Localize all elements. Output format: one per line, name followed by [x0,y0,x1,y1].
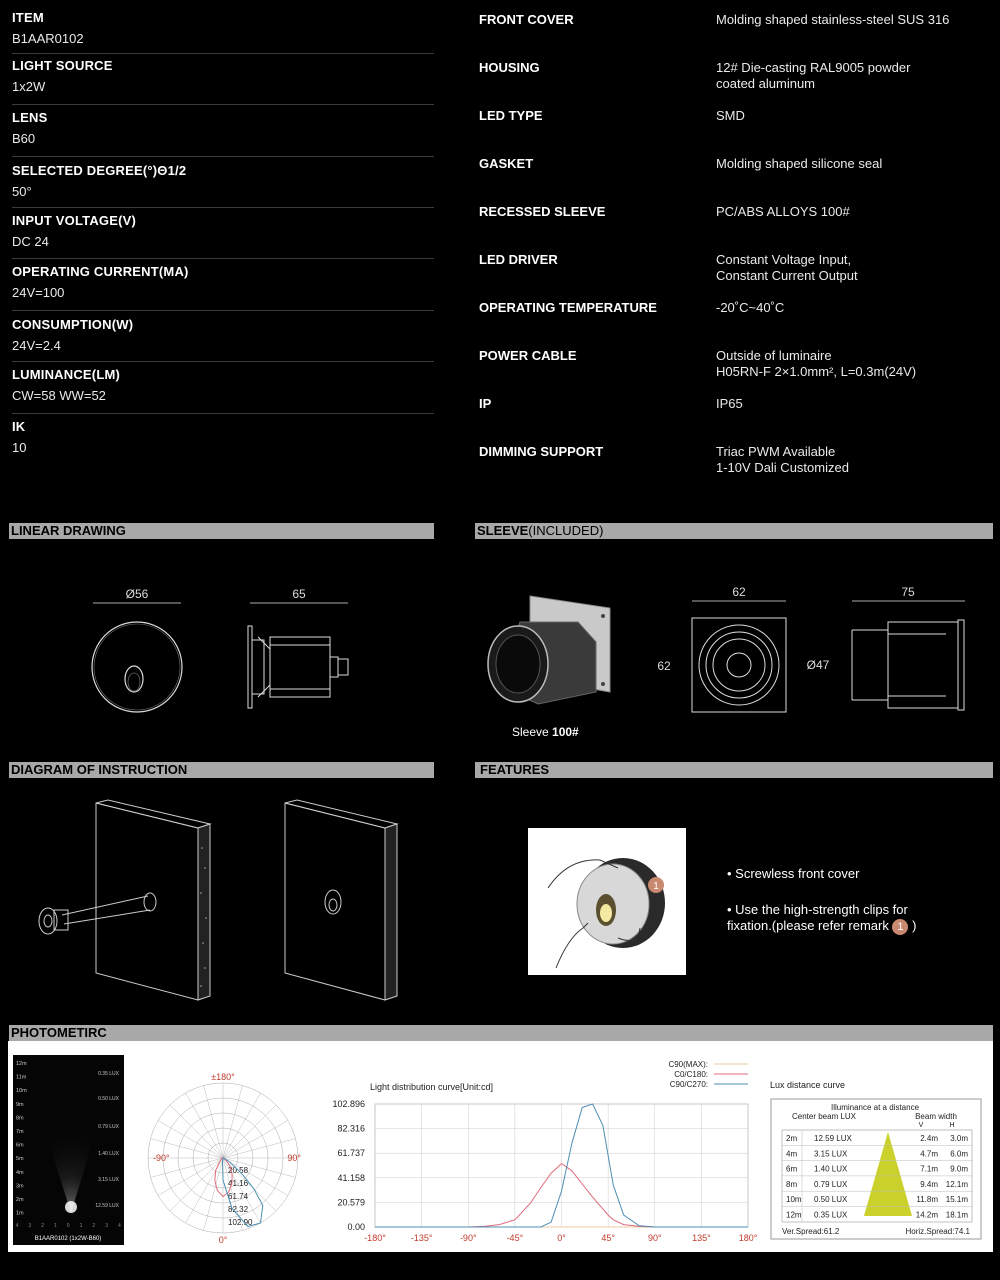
spec-value: -20˚C~40˚C [716,300,785,315]
spec-value: Molding shaped stainless-steel SUS 316 [716,12,950,27]
lux-beam-v: 14.2m [915,1210,938,1220]
section-linear-drawing: LINEAR DRAWING [9,523,434,539]
chart-x-tick: -45° [506,1233,524,1243]
svg-text:1: 1 [653,881,659,892]
spec-value: 24V=100 [12,285,65,300]
spec-row-right [479,108,979,156]
polar-right-label: 90° [287,1153,301,1163]
lux-header-beam: Beam width [915,1112,957,1121]
legend-label: C0/C180: [674,1070,708,1079]
spec-row-left [12,264,434,311]
sleeve-front-view [692,618,786,712]
spec-label: OPERATING CURRENT(MA) [12,264,189,279]
beam-lux-label: 0.50 LUX [98,1096,119,1102]
polar-spoke [170,1105,223,1158]
lux-header-center: Center beam LUX [791,1112,857,1121]
beam-axis-tick: 4 [118,1223,121,1229]
beam-lux-label: 12.59 LUX [95,1203,119,1209]
chart-y-tick: 20.579 [337,1197,365,1208]
spec-row-left [12,367,434,414]
chart-x-tick: 180° [738,1233,758,1243]
beam-lux-label: 3.15 LUX [98,1177,119,1183]
lux-header-v: V [918,1122,924,1129]
polar-spoke [223,1158,288,1196]
lux-table-title: Lux distance curve [770,1080,846,1090]
chart-y-tick: 61.737 [337,1148,365,1159]
features-photo [528,828,686,975]
beam-axis-tick: 0 [66,1223,70,1229]
chart-x-tick: -135° [410,1233,433,1243]
beam-lux-label: 0.35 LUX [98,1071,119,1077]
sleeve-width-label: 62 [732,585,746,599]
lux-value: 0.50 LUX [814,1195,848,1205]
spec-value: CW=58 WW=52 [12,388,106,403]
lux-distance: 12m [786,1210,802,1220]
spec-row-left [12,163,434,208]
remark-badge: 1 [892,919,908,935]
feature-item-2-line1: • Use the high-strength clips for [727,902,908,917]
lux-beam-h: 3.0m [950,1134,968,1143]
chart-y-tick: 0.00 [347,1222,365,1232]
beam-axis-tick: 3 [105,1223,108,1229]
spec-label: LED DRIVER [479,252,558,267]
spec-row-right [479,252,979,300]
wall-panel-2 [285,800,397,1000]
spec-value: 1x2W [12,79,46,94]
spec-row-left [12,58,434,105]
distance-label: 2m [16,1197,24,1203]
section-instruction: DIAGRAM OF INSTRUCTION [9,762,434,778]
dia-label: Ø56 [125,587,149,601]
distance-label: 1m [16,1210,24,1217]
beam-axis-tick: 4 [15,1223,19,1229]
spec-value: SMD [716,108,745,123]
lux-value: 0.35 LUX [814,1210,848,1220]
beam-axis-tick: 1 [79,1223,83,1229]
lux-distance: 10m [786,1195,802,1205]
lux-distance: 4m [786,1149,798,1159]
light-fixture-insert [39,893,156,934]
ver-spread: Ver.Spread:61.2 [782,1227,840,1236]
polar-spoke [223,1139,295,1158]
polar-ring-label: 82.32 [228,1205,249,1214]
polar-top-label: ±180° [211,1072,235,1082]
spec-label: OPERATING TEMPERATURE [479,300,657,315]
polar-ring-label: 102.90 [228,1218,253,1227]
sleeve-caption: Sleeve 100# [512,725,579,739]
polar-spoke [223,1086,242,1158]
chart-x-tick: 90° [647,1233,662,1243]
linear-drawing [80,585,380,715]
beam-lux-label: 1.40 LUX [98,1151,119,1157]
distance-label: 3m [16,1183,24,1190]
spec-label: IK [12,419,26,434]
lux-beam-h: 9.0m [950,1164,968,1174]
polar-left-label: -90° [153,1153,170,1163]
sleeve-dia-label: Ø47 [806,658,830,672]
lux-beam-v: 2.4m [920,1134,938,1143]
lux-beam-h: 6.0m [950,1149,968,1159]
spec-row-right [479,300,979,348]
beam-axis-tick: 1 [54,1223,57,1229]
spec-label: CONSUMPTION(W) [12,317,134,332]
spec-value: Outside of luminaire H05RN-F 2×1.0mm², L=0.3m(24V) [716,348,917,379]
lux-beam-h: 12.1m [945,1179,968,1189]
light-distribution-chart [330,1055,760,1245]
polar-spoke [223,1105,276,1158]
lux-distance: 8m [786,1179,798,1189]
chart-x-tick: -180° [364,1233,386,1243]
hor-spread: Horiz.Spread:74.1 [905,1227,970,1236]
polar-spoke [204,1158,223,1230]
lux-beam-v: 9.4m [920,1179,938,1189]
spec-label: LIGHT SOURCE [12,58,113,73]
section-sleeve-suffix: (INCLUDED) [528,523,604,538]
spec-value: 12# Die-casting RAL9005 powder coated aluminum [716,60,911,91]
polar-spoke [223,1093,261,1158]
spec-row-left [12,10,434,54]
beam-cone-panel [13,1055,124,1245]
chart-y-tick: 102.896 [332,1099,365,1109]
depth-label: 65 [292,587,306,601]
spec-label: LED TYPE [479,108,543,123]
spec-label: GASKET [479,156,534,171]
spec-row-right [479,348,979,396]
instruction-diagram [30,798,410,1003]
side-view [248,626,348,708]
spec-row-left [12,110,434,157]
chart-y-tick: 82.316 [337,1123,365,1134]
lux-header-h: H [949,1122,955,1129]
lux-distance: 2m [786,1134,798,1143]
distance-label: 10m [16,1088,27,1095]
chart-title: Light distribution curve[Unit:cd] [370,1082,494,1092]
spec-label: ITEM [12,10,44,25]
distance-label: 5m [16,1156,24,1163]
lux-distance-table [770,1098,982,1240]
distance-label: 8m [16,1115,24,1122]
sleeve-photo [488,596,610,704]
spec-value: DC 24 [12,234,49,249]
spec-label: DIMMING SUPPORT [479,444,604,459]
spec-row-left [12,317,434,362]
spec-label: RECESSED SLEEVE [479,204,606,219]
legend-label: C90/C270: [669,1080,708,1089]
beam-lux-label: 0.79 LUX [98,1124,119,1130]
spec-value: 50° [12,184,32,199]
spec-row-right [479,60,979,108]
sleeve-side-view [852,620,964,710]
polar-spoke [170,1158,223,1211]
polar-spoke [158,1158,223,1196]
chart-x-tick: -90° [459,1233,477,1243]
spec-label: SELECTED DEGREE(°)Θ1/2 [12,163,187,178]
spec-value: 24V=2.4 [12,338,61,353]
spec-row-right [479,204,979,252]
lux-value: 1.40 LUX [814,1164,848,1174]
chart-y-tick: 41.158 [337,1172,365,1183]
feature-item-2-line2: fixation.(please refer remark 1 ) [727,918,917,933]
spec-value: IP65 [716,396,743,411]
lux-value: 0.79 LUX [814,1179,848,1189]
spec-value: PC/ABS ALLOYS 100# [716,204,850,219]
lux-beam-v: 11.8m [916,1195,938,1205]
spec-label: HOUSING [479,60,540,75]
spec-row-right [479,396,979,444]
lux-beam-h: 18.1m [945,1210,968,1220]
lux-beam-h: 15.1m [945,1195,968,1205]
spec-value: Constant Voltage Input, Constant Current Output [716,252,858,283]
sleeve-height-label: 62 [657,659,671,673]
distance-label: 7m [16,1129,24,1135]
light-window-icon [125,666,143,692]
polar-spoke [204,1086,223,1158]
distance-label: 9m [16,1101,24,1108]
section-features: FEATURES [475,762,993,778]
section-sleeve [475,523,993,539]
beam-axis-tick: 2 [92,1223,96,1229]
beam-footer: B1AAR0102 (1x2W-B60) [34,1236,102,1242]
distance-label: 12m [16,1061,27,1067]
polar-chart [145,1065,305,1245]
spec-value: B60 [12,131,36,146]
chart-x-tick: 0° [557,1233,566,1243]
chart-x-tick: 45° [601,1233,615,1243]
distance-label: 6m [16,1142,24,1149]
lux-value: 3.15 LUX [814,1149,848,1159]
spec-label: FRONT COVER [479,12,574,27]
spec-label: IP [479,396,492,411]
chart-x-tick: 135° [692,1233,711,1243]
spec-row-right [479,444,979,492]
lux-header-1: Illuminance at a distance [830,1103,920,1112]
lux-beam-v: 4.7m [920,1149,938,1159]
spec-label: LUMINANCE(LM) [12,367,121,382]
beam-axis-tick: 3 [28,1223,32,1229]
lux-beam-v: 7.1m [920,1164,938,1174]
lux-value: 12.59 LUX [814,1134,852,1143]
spec-label: POWER CABLE [479,348,577,363]
polar-ring-label: 20.58 [228,1166,249,1175]
spec-value: 10 [12,440,27,455]
lux-distance: 6m [786,1164,798,1174]
beam-axis-tick: 2 [41,1223,44,1229]
spec-label: LENS [12,110,48,125]
section-sleeve-title: SLEEVE [477,523,529,538]
polar-ring-label: 41.16 [228,1179,249,1188]
spec-row-right [479,12,979,60]
spec-value: Molding shaped silicone seal [716,156,883,171]
sleeve-drawing [478,582,993,742]
polar-bottom-label: 0° [218,1235,228,1245]
feature-item-1: • Screwless front cover [727,866,860,881]
spec-row-right [479,156,979,204]
polar-spoke [223,1121,288,1159]
spec-value: B1AAR0102 [12,31,84,46]
sleeve-depth-label: 75 [901,585,915,599]
wall-panel-1 [96,800,210,1000]
distance-label: 11m [16,1074,27,1081]
spec-row-left [12,419,434,459]
spec-row-left [12,213,434,259]
spec-value: Triac PWM Available 1-10V Dali Customized [716,444,849,475]
spec-label: INPUT VOLTAGE(V) [12,213,137,228]
polar-ring-label: 61.74 [228,1192,249,1201]
legend-label: C90(MAX): [668,1060,708,1069]
section-photometric: PHOTOMETIRC [9,1025,993,1041]
distance-label: 4m [16,1169,24,1176]
polar-spoke [186,1093,224,1158]
